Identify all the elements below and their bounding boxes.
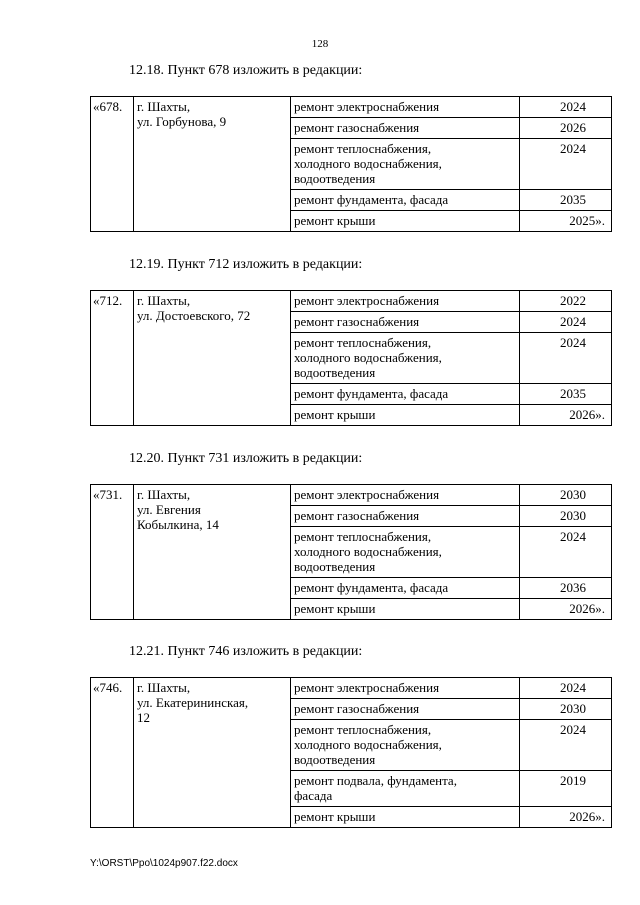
year-cell — [520, 118, 612, 139]
year-value: 2030 — [560, 508, 586, 523]
work-type-cell — [291, 771, 520, 807]
work-type-line: водоотведения — [294, 752, 376, 767]
address-line: г. Шахты, — [137, 99, 191, 114]
work-type-line: ремонт теплоснабжения, — [294, 722, 432, 737]
work-type-line: ремонт подвала, фундамента, — [294, 773, 457, 788]
address-line: Кобылкина, 14 — [137, 517, 219, 532]
item-number-cell — [91, 291, 134, 426]
work-type-line: ремонт газоснабжения — [294, 120, 420, 135]
year-cell — [520, 190, 612, 211]
work-type-line: ремонт теплоснабжения, — [294, 141, 432, 156]
work-type-cell — [291, 807, 520, 828]
year-value: 2030 — [560, 701, 586, 716]
amendment-table — [90, 96, 612, 232]
work-type-line: ремонт фундамента, фасада — [294, 386, 449, 401]
year-value: 2026 — [560, 120, 586, 135]
year-value: 2026». — [569, 407, 605, 422]
amendment-table — [90, 677, 612, 828]
table-row — [91, 291, 612, 312]
year-value: 2026». — [569, 601, 605, 616]
item-number: «746. — [93, 680, 123, 695]
work-type-line: ремонт крыши — [294, 809, 376, 824]
work-type-cell — [291, 211, 520, 232]
address-line: г. Шахты, — [137, 680, 191, 695]
work-type-line: ремонт крыши — [294, 601, 376, 616]
work-type-cell — [291, 384, 520, 405]
work-type-line: ремонт электроснабжения — [294, 293, 440, 308]
year-cell — [520, 771, 612, 807]
address-line: г. Шахты, — [137, 487, 191, 502]
work-type-cell — [291, 118, 520, 139]
year-cell — [520, 139, 612, 190]
year-value: 2024 — [560, 141, 586, 156]
address-line: 12 — [137, 710, 150, 725]
year-cell — [520, 527, 612, 578]
work-type-cell — [291, 720, 520, 771]
work-type-line: ремонт электроснабжения — [294, 99, 440, 114]
address-line: ул. Екатерининская, — [137, 695, 249, 710]
work-type-line: ремонт теплоснабжения, — [294, 529, 432, 544]
work-type-line: холодного водоснабжения, — [294, 737, 442, 752]
address-line: ул. Евгения — [137, 502, 201, 517]
year-cell — [520, 807, 612, 828]
year-value: 2024 — [560, 314, 586, 329]
item-number-cell — [91, 678, 134, 828]
work-type-line: ремонт электроснабжения — [294, 487, 440, 502]
work-type-line: ремонт фундамента, фасада — [294, 192, 449, 207]
work-type-line: ремонт крыши — [294, 213, 376, 228]
year-cell — [520, 578, 612, 599]
work-type-cell — [291, 485, 520, 506]
work-type-cell — [291, 190, 520, 211]
year-cell — [520, 405, 612, 426]
year-value: 2019 — [560, 773, 586, 788]
work-type-line: ремонт газоснабжения — [294, 314, 420, 329]
work-type-line: холодного водоснабжения, — [294, 156, 442, 171]
work-type-cell — [291, 578, 520, 599]
year-value: 2022 — [560, 293, 586, 308]
year-cell — [520, 97, 612, 118]
item-number-cell — [91, 97, 134, 232]
amendment-table — [90, 290, 612, 426]
work-type-cell — [291, 333, 520, 384]
work-type-cell — [291, 599, 520, 620]
year-value: 2024 — [560, 529, 586, 544]
year-value: 2024 — [560, 335, 586, 350]
work-type-line: холодного водоснабжения, — [294, 544, 442, 559]
work-type-line: холодного водоснабжения, — [294, 350, 442, 365]
item-number-cell — [91, 485, 134, 620]
work-type-cell — [291, 699, 520, 720]
work-type-cell — [291, 405, 520, 426]
year-value: 2035 — [560, 192, 586, 207]
year-cell — [520, 699, 612, 720]
work-type-line: фасада — [294, 788, 333, 803]
work-type-cell — [291, 312, 520, 333]
year-value: 2024 — [560, 99, 586, 114]
page-number: 128 — [311, 38, 329, 50]
work-type-cell — [291, 291, 520, 312]
work-type-cell — [291, 139, 520, 190]
work-type-line: ремонт газоснабжения — [294, 701, 420, 716]
year-cell — [520, 384, 612, 405]
year-cell — [520, 291, 612, 312]
address-line: ул. Достоевского, 72 — [137, 308, 251, 323]
work-type-cell — [291, 97, 520, 118]
work-type-line: водоотведения — [294, 171, 376, 186]
work-type-cell — [291, 506, 520, 527]
year-value: 2024 — [560, 680, 586, 695]
work-type-line: водоотведения — [294, 559, 376, 574]
work-type-line: водоотведения — [294, 365, 376, 380]
work-type-line: ремонт крыши — [294, 407, 376, 422]
item-number: «678. — [93, 99, 123, 114]
file-path-footer: Y:\ORST\Ppo\1024p907.f22.docx — [90, 858, 238, 869]
section-heading: 12.18. Пункт 678 изложить в редакции: — [129, 63, 363, 78]
table-row — [91, 678, 612, 699]
year-value: 2025». — [569, 213, 605, 228]
year-cell — [520, 506, 612, 527]
work-type-cell — [291, 527, 520, 578]
year-value: 2026». — [569, 809, 605, 824]
amendment-table — [90, 484, 612, 620]
address-cell — [134, 291, 291, 426]
year-cell — [520, 333, 612, 384]
item-number: «712. — [93, 293, 123, 308]
section-heading: 12.21. Пункт 746 изложить в редакции: — [129, 644, 363, 659]
section-heading: 12.20. Пункт 731 изложить в редакции: — [129, 451, 363, 466]
year-cell — [520, 485, 612, 506]
year-cell — [520, 678, 612, 699]
work-type-line: ремонт фундамента, фасада — [294, 580, 449, 595]
address-cell — [134, 97, 291, 232]
year-cell — [520, 599, 612, 620]
address-line: г. Шахты, — [137, 293, 191, 308]
table-row — [91, 485, 612, 506]
year-value: 2036 — [560, 580, 586, 595]
year-cell — [520, 211, 612, 232]
section-heading: 12.19. Пункт 712 изложить в редакции: — [129, 257, 363, 272]
year-cell — [520, 312, 612, 333]
item-number: «731. — [93, 487, 123, 502]
year-value: 2024 — [560, 722, 586, 737]
work-type-line: ремонт газоснабжения — [294, 508, 420, 523]
work-type-line: ремонт теплоснабжения, — [294, 335, 432, 350]
work-type-cell — [291, 678, 520, 699]
year-cell — [520, 720, 612, 771]
address-cell — [134, 485, 291, 620]
year-value: 2030 — [560, 487, 586, 502]
year-value: 2035 — [560, 386, 586, 401]
address-cell — [134, 678, 291, 828]
work-type-line: ремонт электроснабжения — [294, 680, 440, 695]
table-row — [91, 97, 612, 118]
address-line: ул. Горбунова, 9 — [137, 114, 227, 129]
